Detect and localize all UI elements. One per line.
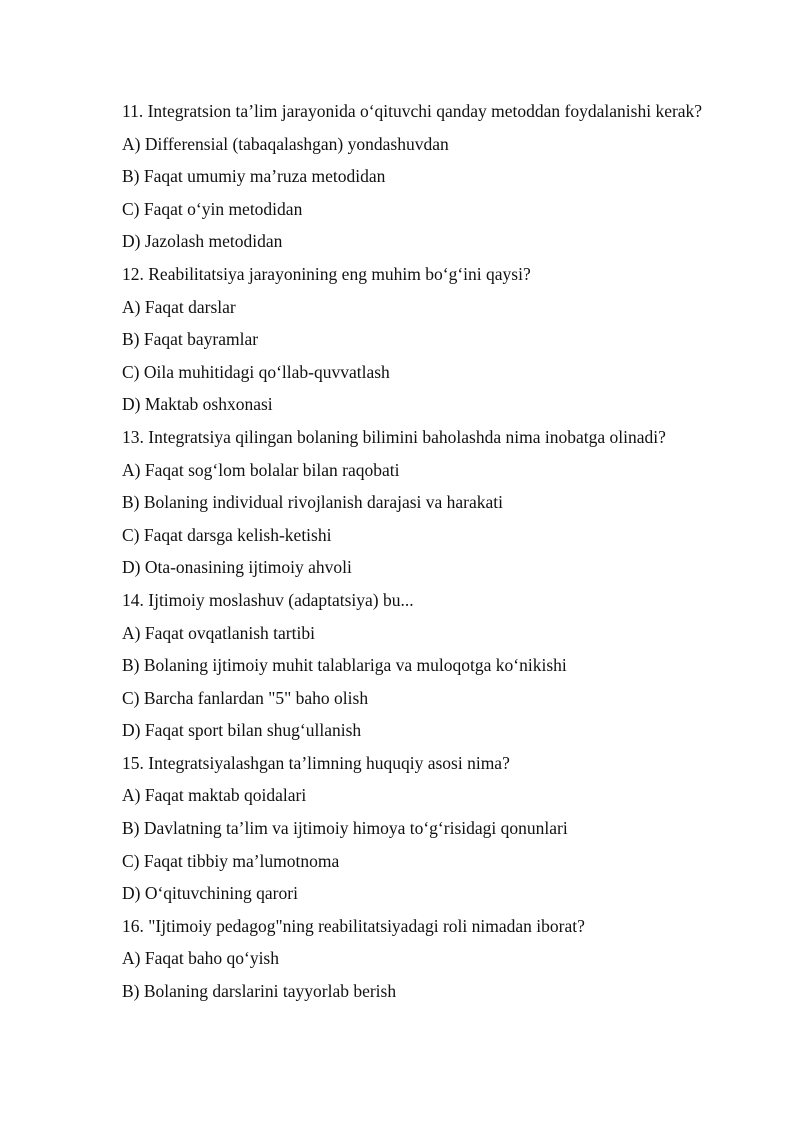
question-15-option-c: C) Faqat tibbiy ma’lumotnoma: [122, 850, 340, 871]
question-11-text: 11. Integratsion ta’lim jarayonida o‘qituvchi qanday metoddan foydalanishi kerak?: [122, 101, 703, 121]
question-12-option-c: C) Oila muhitidagi qo‘llab-quvvatlash: [122, 361, 390, 382]
question-14-option-d: D) Faqat sport bilan shug‘ullanish: [122, 720, 362, 741]
question-13-text: 13. Integratsiya qilingan bolaning bilimini baholashda nima inobatga olinadi?: [122, 426, 666, 447]
question-11-option-b: B) Faqat umumiy ma’ruza metodidan: [122, 166, 386, 187]
question-12-option-d: D) Maktab oshxonasi: [122, 394, 273, 415]
question-13-option-a: A) Faqat sog‘lom bolalar bilan raqobati: [122, 459, 400, 480]
question-13-option-d: D) Ota-onasining ijtimoiy ahvoli: [122, 557, 352, 578]
question-14-option-a: A) Faqat ovqatlanish tartibi: [122, 622, 315, 643]
question-12-text: 12. Reabilitatsiya jarayonining eng muhim bo‘g‘ini qaysi?: [122, 263, 531, 284]
question-12-option-b: B) Faqat bayramlar: [122, 329, 259, 350]
question-16-option-b: B) Bolaning darslarini tayyorlab berish: [122, 981, 397, 1002]
question-14-option-b: B) Bolaning ijtimoiy muhit talablariga va muloqotga ko‘nikishi: [122, 655, 567, 676]
question-12-option-a: A) Faqat darslar: [122, 296, 236, 317]
question-11-option-c: C) Faqat o‘yin metodidan: [122, 198, 303, 219]
question-16-option-a: A) Faqat baho qo‘yish: [122, 948, 279, 969]
question-15-option-b: B) Davlatning ta’lim va ijtimoiy himoya to‘g‘risidagi qonunlari: [122, 818, 568, 839]
question-11-option-d: D) Jazolash metodidan: [122, 231, 283, 252]
question-15-text: 15. Integratsiyalashgan ta’limning huquqiy asosi nima?: [122, 752, 510, 773]
question-15-option-a: A) Faqat maktab qoidalari: [122, 785, 307, 806]
question-11-option-a: A) Differensial (tabaqalashgan) yondashuvdan: [122, 133, 449, 154]
question-13-option-b: B) Bolaning individual rivojlanish darajasi va harakati: [122, 492, 504, 513]
question-15-option-d: D) O‘qituvchining qarori: [122, 883, 298, 904]
question-16-text: 16. "Ijtimoiy pedagog"ning reabilitatsiyadagi roli nimadan iborat?: [122, 915, 585, 936]
question-14-text: 14. Ijtimoiy moslashuv (adaptatsiya) bu...: [122, 589, 414, 610]
question-list: [122, 95, 739, 1008]
question-14-option-c: C) Barcha fanlardan "5" baho olish: [122, 687, 369, 708]
question-13-option-c: C) Faqat darsga kelish-ketishi: [122, 524, 332, 545]
